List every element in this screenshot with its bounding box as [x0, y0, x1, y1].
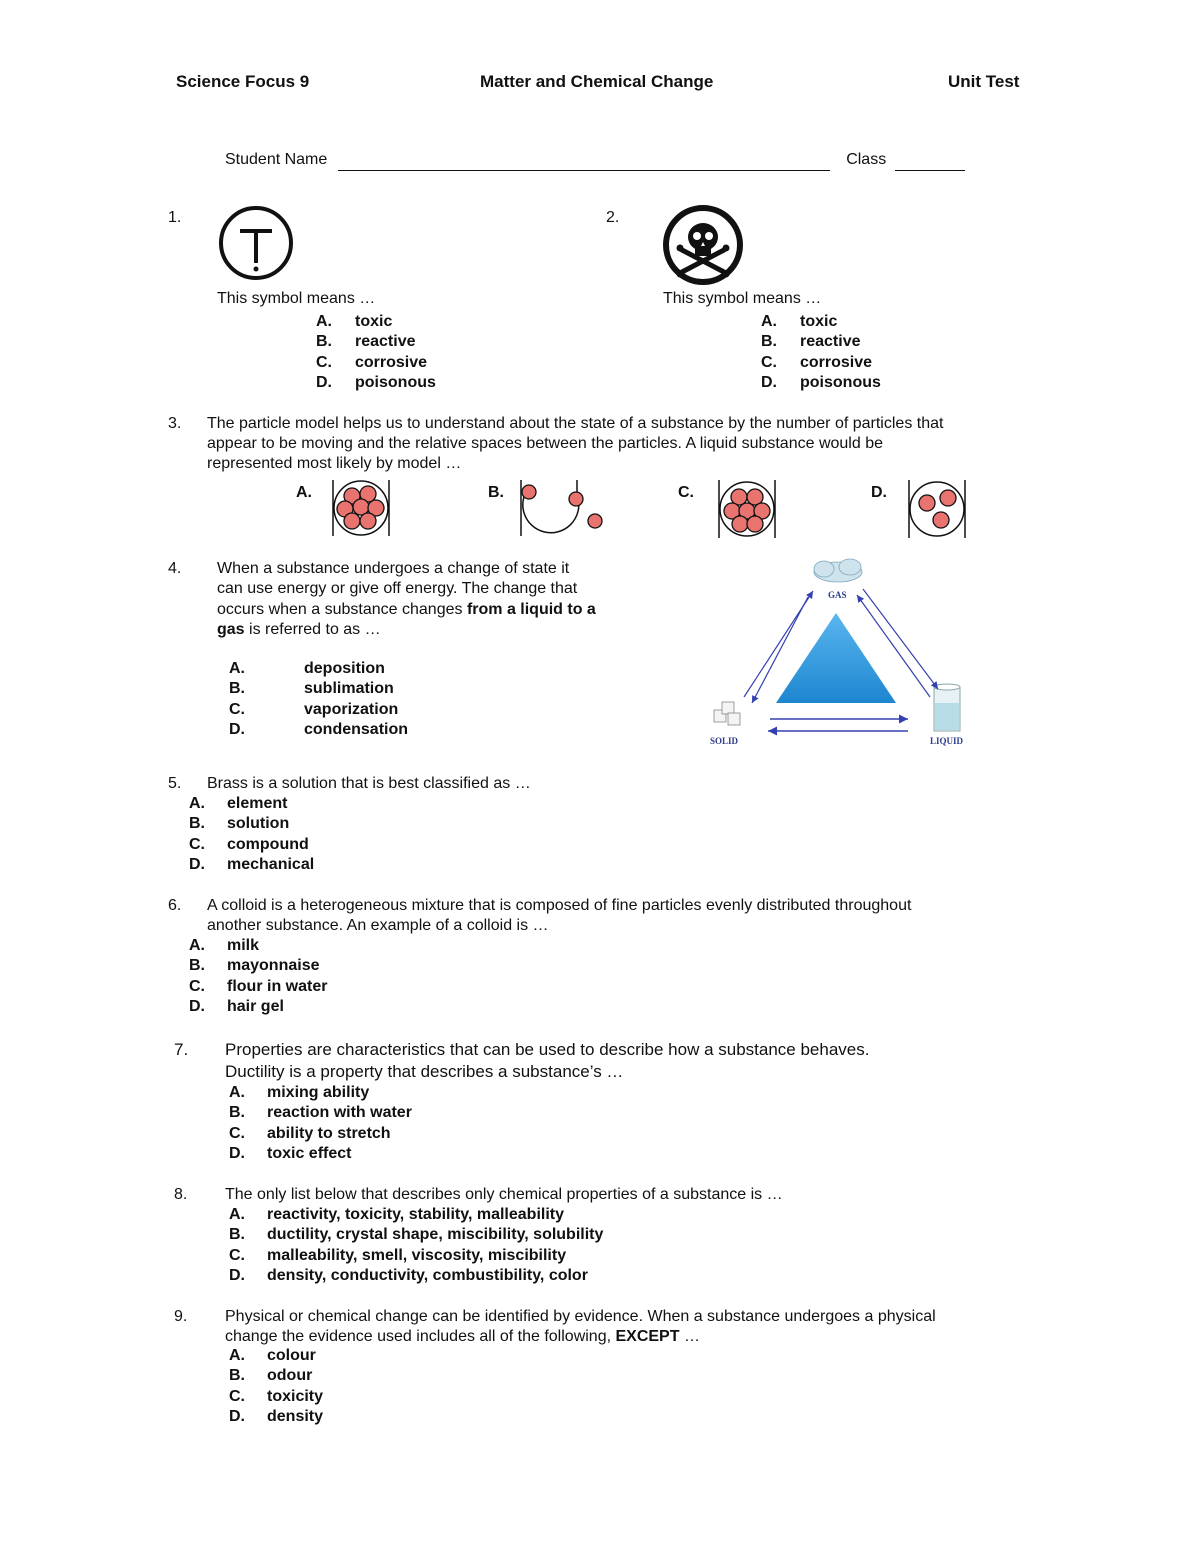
q4-option-b[interactable]: B. sublimation [229, 680, 394, 698]
q1-prompt: This symbol means … [217, 290, 376, 307]
liquid-label: LIQUID [930, 736, 964, 746]
student-name-label: Student Name [225, 151, 328, 168]
particle-model-c [716, 478, 778, 540]
q1-option-d[interactable]: D. poisonous [316, 373, 436, 391]
q2-option-a[interactable]: A. toxic [761, 313, 838, 330]
q2-prompt: This symbol means … [663, 290, 822, 307]
q7-text: Properties are characteristics that can be used to describe how a substance behaves. Ductility is a property that describes a substance’s … [225, 1040, 870, 1081]
q8-text: The only list below that describes only chemical properties of a substance is … [225, 1186, 783, 1203]
particle [919, 495, 935, 511]
student-name-field[interactable] [338, 150, 830, 171]
q1-number: 1. [168, 209, 182, 226]
particle [940, 490, 956, 506]
q6-option-a[interactable]: A. milk [189, 937, 260, 954]
q5-option-c[interactable]: C. compound [189, 835, 309, 853]
skull-crossbones-icon [662, 204, 744, 286]
q2-option-d[interactable]: D. poisonous [761, 373, 881, 391]
q2-number: 2. [606, 209, 620, 226]
q9-option-b[interactable]: B. odour [229, 1367, 313, 1385]
q7-option-b[interactable]: B. reaction with water [229, 1104, 412, 1122]
q9-option-d[interactable]: D. density [229, 1407, 324, 1425]
q5-options [189, 794, 314, 875]
q4-text: When a substance undergoes a change of state it can use energy or give off energy. The change that occurs when a substance changes from a liquid to a gas is referred to as … [217, 560, 596, 638]
q5-text: Brass is a solution that is best classified as … [207, 775, 531, 792]
state-triangle [776, 613, 896, 703]
class-label: Class [846, 151, 887, 168]
q1-options [316, 312, 436, 393]
particle-model-a [330, 478, 392, 538]
particle [344, 513, 360, 529]
student-name-row [225, 150, 965, 171]
header-center: Matter and Chemical Change [480, 72, 714, 91]
q6-text: A colloid is a heterogeneous mixture that is composed of fine particles evenly distributed throughout another substance. An example of a colloid is … [207, 897, 912, 934]
particle [747, 516, 763, 532]
q9-options [229, 1346, 323, 1427]
q9-text: Physical or chemical change can be identified by evidence. When a substance undergoes a physical change the evidence used includes all of the following, EXCEPT … [225, 1308, 936, 1345]
q6-option-d[interactable]: D. hair gel [189, 997, 284, 1015]
q9-option-c[interactable]: C. toxicity [229, 1387, 324, 1405]
q8-option-c[interactable]: C. malleability, smell, viscosity, miscibility [229, 1246, 567, 1264]
q3-model-d-label[interactable]: D. [871, 484, 887, 501]
q8-option-b[interactable]: B. ductility, crystal shape, miscibility, solubility [229, 1226, 604, 1244]
particle-model-d [906, 478, 968, 540]
q9-number: 9. [174, 1308, 188, 1325]
q6-option-c[interactable]: C. flour in water [189, 977, 328, 995]
q8-option-d[interactable]: D. density, conductivity, combustibility, color [229, 1266, 588, 1284]
q8-number: 8. [174, 1186, 188, 1203]
q6-options [189, 936, 327, 1017]
gas-cloud-icon [814, 559, 862, 582]
particle [522, 485, 536, 499]
state-change-diagram [700, 555, 980, 755]
q5-option-b[interactable]: B. solution [189, 815, 290, 833]
gas-label: GAS [828, 590, 847, 600]
particle [569, 492, 583, 506]
q2-option-b[interactable]: B. reactive [761, 333, 861, 351]
class-field[interactable] [895, 150, 965, 171]
q9-option-a[interactable]: A. colour [229, 1347, 316, 1364]
q4-option-d[interactable]: D. condensation [229, 720, 409, 738]
particle-model-b [518, 478, 608, 538]
header-right: Unit Test [948, 72, 1020, 91]
q3-text: The particle model helps us to understand about the state of a substance by the number of particles that appear to be moving and the relative spaces between the particles. A liquid substance would be represented most likely by model … [207, 415, 944, 472]
q4-option-c[interactable]: C. vaporization [229, 700, 399, 718]
q8-option-a[interactable]: A. reactivity, toxicity, stability, malleability [229, 1206, 564, 1223]
solid-cubes-icon [714, 702, 740, 725]
q3-model-a-label[interactable]: A. [296, 484, 312, 501]
liquid-beaker-icon [934, 684, 960, 731]
q5-number: 5. [168, 775, 182, 792]
q3-model-c-label[interactable]: C. [678, 484, 694, 501]
q6-option-b[interactable]: B. mayonnaise [189, 957, 320, 975]
q4-number: 4. [168, 560, 182, 577]
q5-option-a[interactable]: A. element [189, 795, 288, 812]
particle [933, 512, 949, 528]
q7-options [229, 1083, 412, 1164]
q3-model-b-label[interactable]: B. [488, 484, 504, 501]
q4-option-a[interactable]: A. deposition [229, 660, 385, 677]
q2-options [761, 312, 881, 393]
particle [732, 516, 748, 532]
q7-number: 7. [174, 1040, 189, 1059]
particle [588, 514, 602, 528]
q1-option-b[interactable]: B. reactive [316, 333, 416, 351]
q2-option-c[interactable]: C. corrosive [761, 353, 873, 371]
q6-number: 6. [168, 897, 182, 914]
q7-option-c[interactable]: C. ability to stretch [229, 1124, 391, 1142]
q1-option-a[interactable]: A. toxic [316, 313, 393, 330]
solid-label: SOLID [710, 736, 739, 746]
q3-number: 3. [168, 415, 182, 432]
particle [360, 513, 376, 529]
q8-options [229, 1205, 603, 1286]
tongue-symbol-icon [218, 205, 296, 283]
q5-option-d[interactable]: D. mechanical [189, 855, 315, 873]
header-left: Science Focus 9 [176, 72, 310, 91]
q4-options [229, 659, 408, 740]
q1-option-c[interactable]: C. corrosive [316, 353, 428, 371]
q7-option-a[interactable]: A. mixing ability [229, 1084, 370, 1101]
q7-option-d[interactable]: D. toxic effect [229, 1144, 352, 1162]
